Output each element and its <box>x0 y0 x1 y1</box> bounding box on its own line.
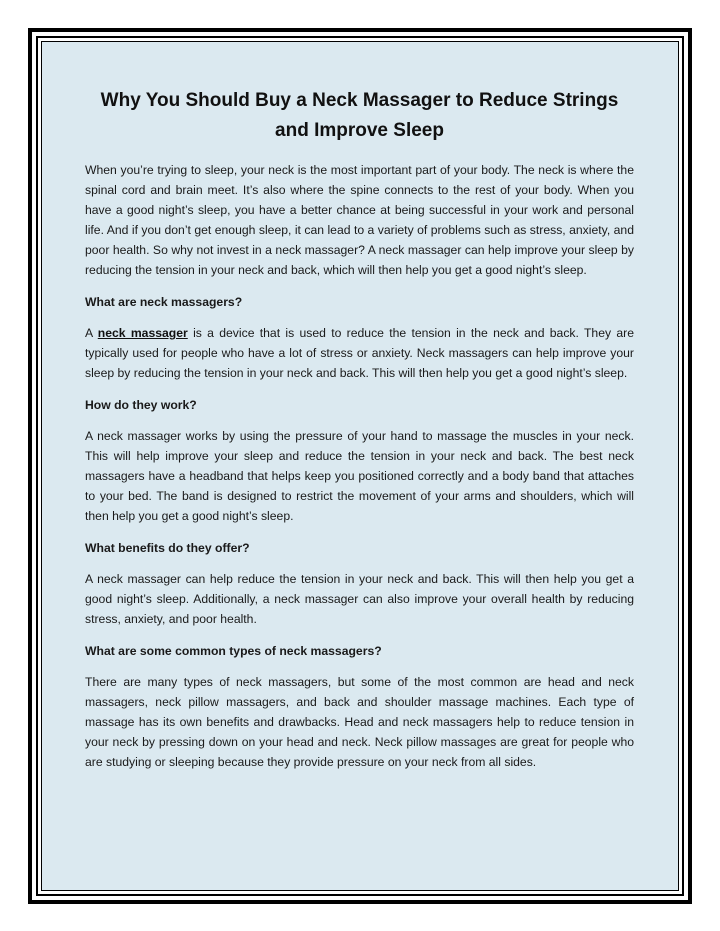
neck-massager-link[interactable]: neck massager <box>97 326 188 340</box>
section-heading-how-work: How do they work? <box>85 398 197 412</box>
section-heading-what-are: What are neck massagers? <box>85 295 243 309</box>
article <box>85 86 634 784</box>
section-body-lead: A <box>85 326 98 340</box>
section-body-types: There are many types of neck massagers, but some of the most common are head and neck massagers, neck pillow massagers, and back and shoulder massage machines. Each type of massage has its own benefits and drawbacks. Head and neck massagers help to reduce tension in your neck by pressing down on your head and neck. Neck pillow massages are great for people who are studying or sleeping because they provide pressure on your neck from all sides. <box>85 675 634 769</box>
section-body-text: is a device that is used to reduce the tension in the neck and back. They are typically used for people who have a lot of stress or anxiety. Neck massagers can help improve your sleep by reducing the tension in your neck and back. This will then help you get a good night’s sleep. <box>85 326 634 380</box>
section-body-benefits: A neck massager can help reduce the tension in your neck and back. This will then help you get a good night’s sleep. Additionally, a neck massager can also improve your overall health by reducing stress, anxiety, and poor health. <box>85 572 634 626</box>
section-heading-types: What are some common types of neck massagers? <box>85 644 382 658</box>
article-title: Why You Should Buy a Neck Massager to Reduce Strings and Improve Sleep <box>100 90 619 141</box>
section-heading-benefits: What benefits do they offer? <box>85 541 250 555</box>
section-body-how-work: A neck massager works by using the pressure of your hand to massage the muscles in your neck. This will help improve your sleep and reduce the tension in your neck and back. The best neck massagers have a headband that helps keep you positioned correctly and a body band that attaches to your bed. The band is designed to restrict the movement of your arms and shoulders, which will then help you get a good night’s sleep. <box>85 429 634 523</box>
section-body-what-are <box>85 323 634 383</box>
intro-paragraph: When you’re trying to sleep, your neck is the most important part of your body. The neck is where the spinal cord and brain meet. It’s also where the spine connects to the rest of your body. When you have a good night’s sleep, you have a better chance at being successful in your work and personal life. And if you don’t get enough sleep, it can lead to a variety of problems such as stress, anxiety, and poor health. So why not invest in a neck massager? A neck massager can help improve your sleep by reducing the tension in your neck and back, which will then help you get a good night’s sleep. <box>85 163 634 277</box>
